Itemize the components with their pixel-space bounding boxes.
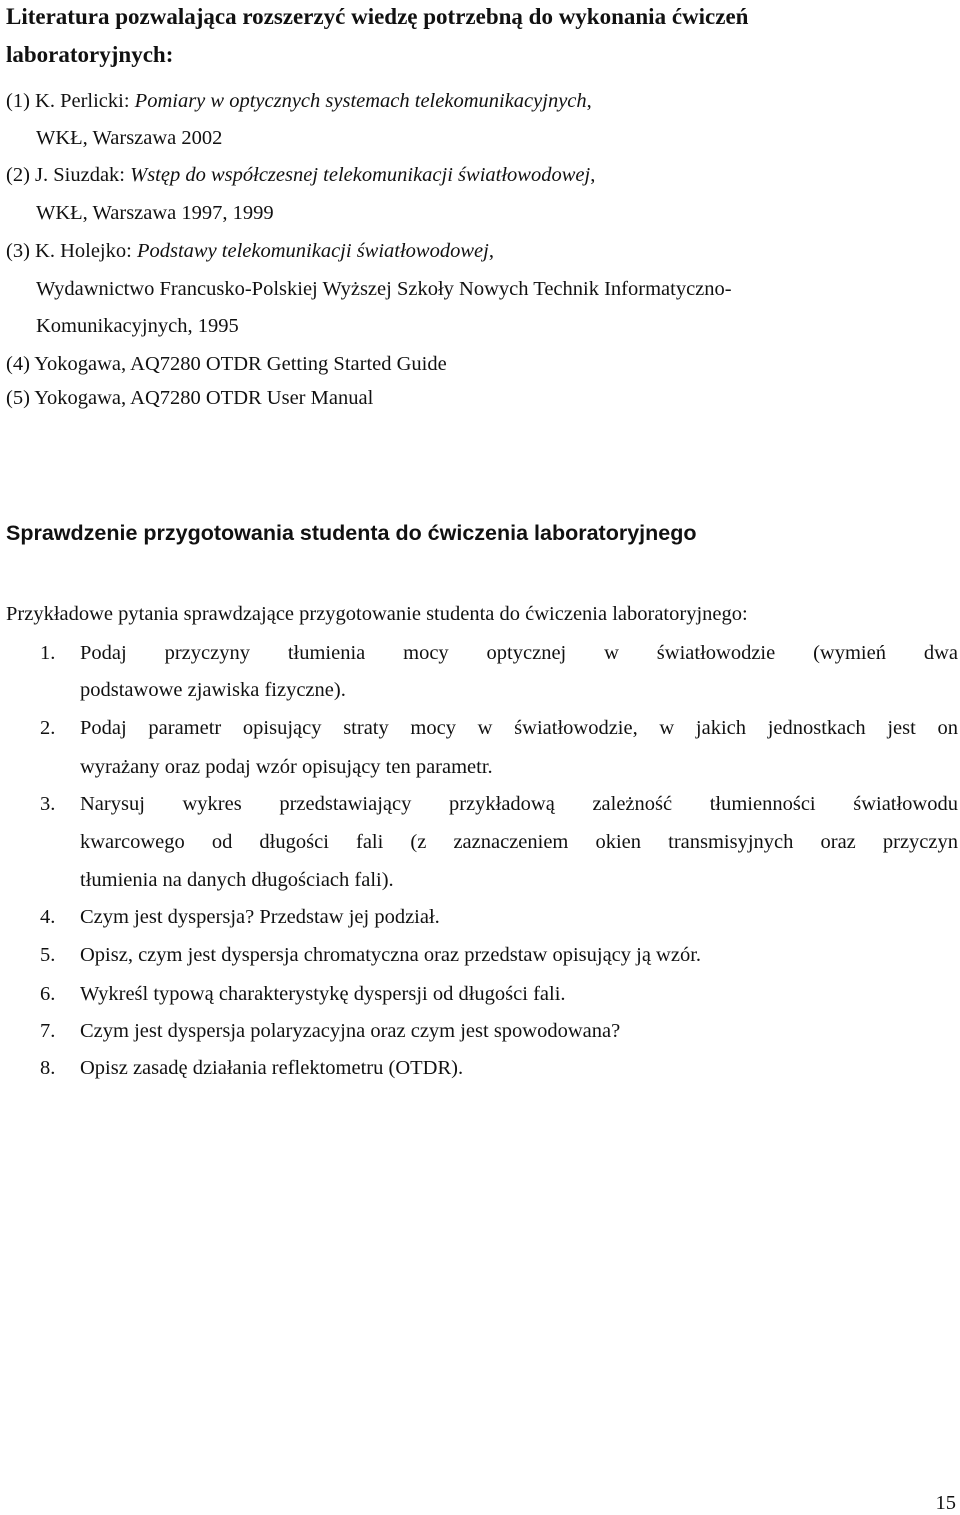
question-4-number: 4. xyxy=(40,906,56,928)
question-1-line-2: podstawowe zjawiska fizyczne). xyxy=(80,679,346,701)
question-8-line-1: Opisz zasadę działania reflektometru (OTDR). xyxy=(80,1057,464,1079)
questions-intro: Przykładowe pytania sprawdzające przygotowanie studenta do ćwiczenia laboratoryjnego: xyxy=(6,603,748,625)
question-7-number: 7. xyxy=(40,1020,56,1042)
literature-item-3-publisher-line-1: Wydawnictwo Francusko-Polskiej Wyższej Szkoły Nowych Technik Informatyczno- xyxy=(36,278,732,300)
literature-item-3-publisher-line-2: Komunikacyjnych, 1995 xyxy=(36,315,239,337)
question-2-number: 2. xyxy=(40,717,56,739)
question-3-line-2: kwarcowego od długości fali (z zaznaczeniem okien transmisyjnych oraz przyczyn xyxy=(80,831,958,853)
literature-item-3-title: Podstawy telekomunikacji światłowodowej xyxy=(136,240,489,262)
question-8-number: 8. xyxy=(40,1057,56,1079)
question-2-line-1: Podaj parametr opisujący straty mocy w światłowodzie, w jakich jednostkach jest on xyxy=(80,717,958,739)
literature-item-1-publisher: WKŁ, Warszawa 2002 xyxy=(36,127,223,149)
literature-heading-line-1: Literatura pozwalająca rozszerzyć wiedzę potrzebną do wykonania ćwiczeń xyxy=(6,4,749,29)
literature-item-4: (4) Yokogawa, AQ7280 OTDR Getting Started Guide xyxy=(6,353,447,375)
literature-item-3-title-suffix: , xyxy=(488,240,494,262)
question-5-line-1: Opisz, czym jest dyspersja chromatyczna oraz przedstaw opisujący ją wzór. xyxy=(80,944,702,966)
literature-item-2 xyxy=(6,162,595,188)
literature-item-1-prefix: (1) K. Perlicki: xyxy=(6,90,135,112)
question-4-line-1: Czym jest dyspersja? Przedstaw jej podział. xyxy=(80,906,440,928)
page-number: 15 xyxy=(935,1492,956,1514)
question-6-number: 6. xyxy=(40,983,56,1005)
literature-item-1-title: Pomiary w optycznych systemach telekomunikacyjnych xyxy=(134,90,587,112)
check-section-heading: Sprawdzenie przygotowania studenta do ćwiczenia laboratoryjnego xyxy=(6,521,697,545)
question-2-line-2: wyrażany oraz podaj wzór opisujący ten parametr. xyxy=(80,756,493,778)
literature-item-1-title-suffix: , xyxy=(586,90,592,112)
question-3-line-1: Narysuj wykres przedstawiający przykładową zależność tłumienności światłowodu xyxy=(80,793,958,815)
literature-heading-line-2: laboratoryjnych: xyxy=(6,42,174,67)
literature-item-5: (5) Yokogawa, AQ7280 OTDR User Manual xyxy=(6,387,374,409)
literature-item-1 xyxy=(6,88,592,114)
literature-item-3 xyxy=(6,238,494,264)
question-6-line-1: Wykreśl typową charakterystykę dyspersji od długości fali. xyxy=(80,983,566,1005)
question-5-number: 5. xyxy=(40,944,56,966)
literature-item-2-title: Wstęp do współczesnej telekomunikacji światłowodowej xyxy=(130,164,591,186)
literature-item-2-publisher: WKŁ, Warszawa 1997, 1999 xyxy=(36,202,274,224)
literature-item-2-title-suffix: , xyxy=(590,164,596,186)
question-3-number: 3. xyxy=(40,793,56,815)
literature-item-2-prefix: (2) J. Siuzdak: xyxy=(6,164,131,186)
question-1-line-1: Podaj przyczyny tłumienia mocy optycznej w światłowodzie (wymień dwa xyxy=(80,642,958,664)
question-1-number: 1. xyxy=(40,642,56,664)
question-3-line-3: tłumienia na danych długościach fali). xyxy=(80,869,394,891)
question-7-line-1: Czym jest dyspersja polaryzacyjna oraz czym jest spowodowana? xyxy=(80,1020,621,1042)
literature-item-3-prefix: (3) K. Holejko: xyxy=(6,240,137,262)
